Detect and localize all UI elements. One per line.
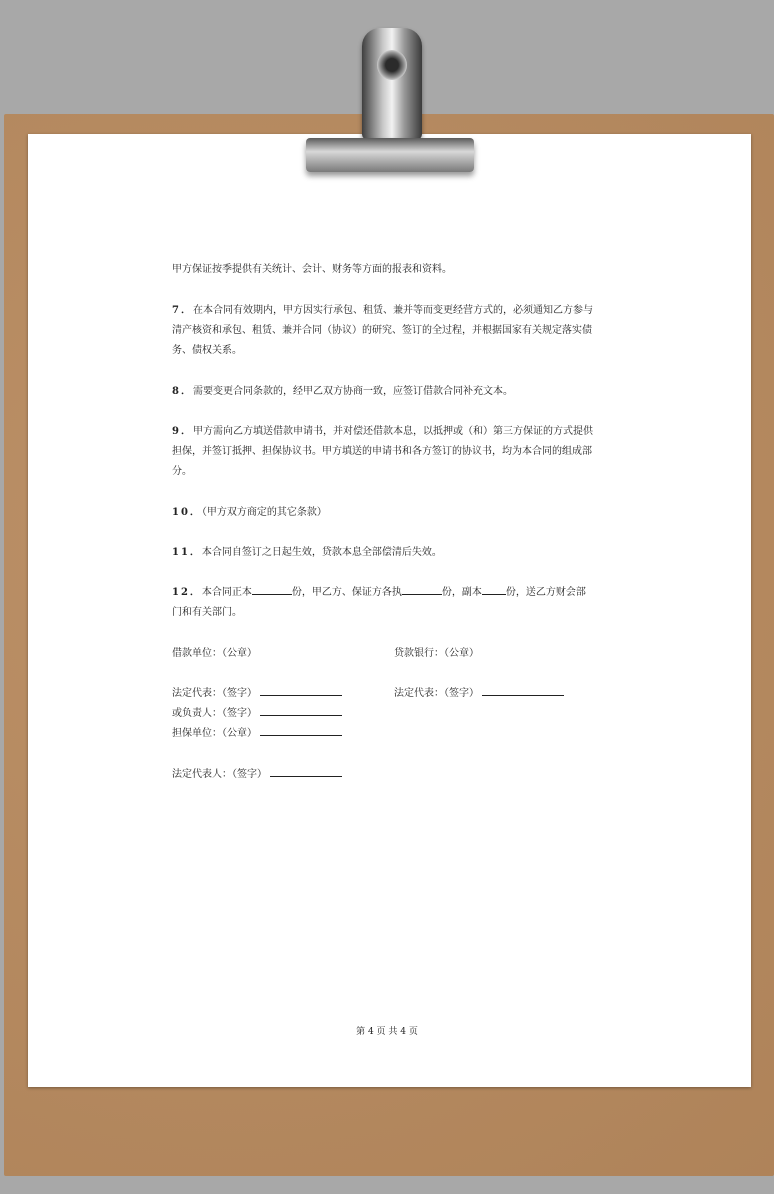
clause-8-text-1: 需要变更合同条款的，经甲乙双方协商一致，应签订借款合同补充文本。 — [192, 386, 513, 397]
responsible-signature-line — [260, 704, 342, 716]
clause-7-line-3: 务、债权关系。 — [172, 345, 242, 356]
legal-rep-left — [172, 684, 342, 704]
legal-person — [172, 765, 342, 785]
guarantor-seal-line — [260, 724, 342, 736]
borrower-seal-label: 借款单位：（公章） — [172, 648, 257, 659]
clause-12-number: 12． — [172, 587, 202, 598]
clause-8-line-1 — [172, 382, 513, 402]
responsible-person-label: 或负责人：（签字） — [172, 708, 257, 719]
clause-7-text-1: 在本合同有效期内，甲方因实行承包、租赁、兼并等而变更经营方式的，必须通知乙方参与 — [192, 305, 593, 316]
legal-rep-left-label: 法定代表：（签字） — [172, 688, 257, 699]
lender-seal-label: 贷款银行：（公章） — [394, 648, 479, 659]
text-line-1: 甲方保证按季提供有关统计、会计、财务等方面的报表和资料。 — [172, 264, 452, 275]
clause-10-number: 10． — [172, 507, 202, 518]
clause-10-text-1: （甲方双方商定的其它条款） — [201, 507, 327, 518]
clause-11-number: 11． — [172, 547, 202, 558]
clause-7-line-1 — [172, 301, 593, 321]
copies-duplicate-blank — [482, 583, 506, 595]
legal-rep-right-signature-line — [482, 684, 564, 696]
clause-9-number: 9． — [172, 426, 193, 437]
legal-person-signature-line — [270, 765, 342, 777]
clause-9-line-2: 担保，并签订抵押、担保协议书。甲方填送的申请书和各方签订的协议书，均为本合同的组成部 — [172, 446, 592, 457]
clause-9-text-1: 甲方需向乙方填送借款申请书，并对偿还借款本息，以抵押或（和）第三方保证的方式提供 — [192, 426, 593, 437]
clause-7-line-2: 清产核资和承包、租赁、兼并合同（协议）的研究、签订的全过程，并根据国家有关规定落实债 — [172, 325, 592, 336]
clause-9-line-3: 分。 — [172, 466, 192, 477]
clause-12-line-1 — [172, 583, 586, 603]
legal-rep-right — [394, 684, 564, 704]
clause-12-text-c: 份，副本 — [441, 587, 482, 598]
clause-7-number: 7． — [172, 305, 193, 316]
page-number-footer: 第 4 页 共 4 页 — [356, 1027, 418, 1037]
clause-12-line-2: 门和有关部门。 — [172, 607, 242, 618]
guarantor-unit-label: 担保单位：（公章） — [172, 728, 257, 739]
clause-11-line-1 — [172, 543, 442, 563]
clause-8-number: 8． — [172, 386, 193, 397]
guarantor-unit — [172, 724, 342, 744]
legal-person-label: 法定代表人：（签字） — [172, 769, 267, 780]
clause-10-line-1 — [172, 503, 327, 523]
clip-plate — [306, 138, 474, 172]
legal-rep-left-signature-line — [260, 684, 342, 696]
copies-each-blank — [402, 583, 442, 595]
clip-arm — [362, 28, 422, 140]
clause-11-text-1: 本合同自签订之日起生效，贷款本息全部偿清后失效。 — [201, 547, 442, 558]
clause-12-text-a: 本合同正本 — [201, 587, 252, 598]
legal-rep-right-label: 法定代表：（签字） — [394, 688, 479, 699]
clause-12-text-d: 份，送乙方财会部 — [505, 587, 586, 598]
clause-9-line-1 — [172, 422, 593, 442]
clip-ring — [377, 50, 407, 80]
responsible-person — [172, 704, 342, 724]
copies-original-blank — [252, 583, 292, 595]
clause-12-text-b: 份，甲乙方、保证方各执 — [291, 587, 402, 598]
